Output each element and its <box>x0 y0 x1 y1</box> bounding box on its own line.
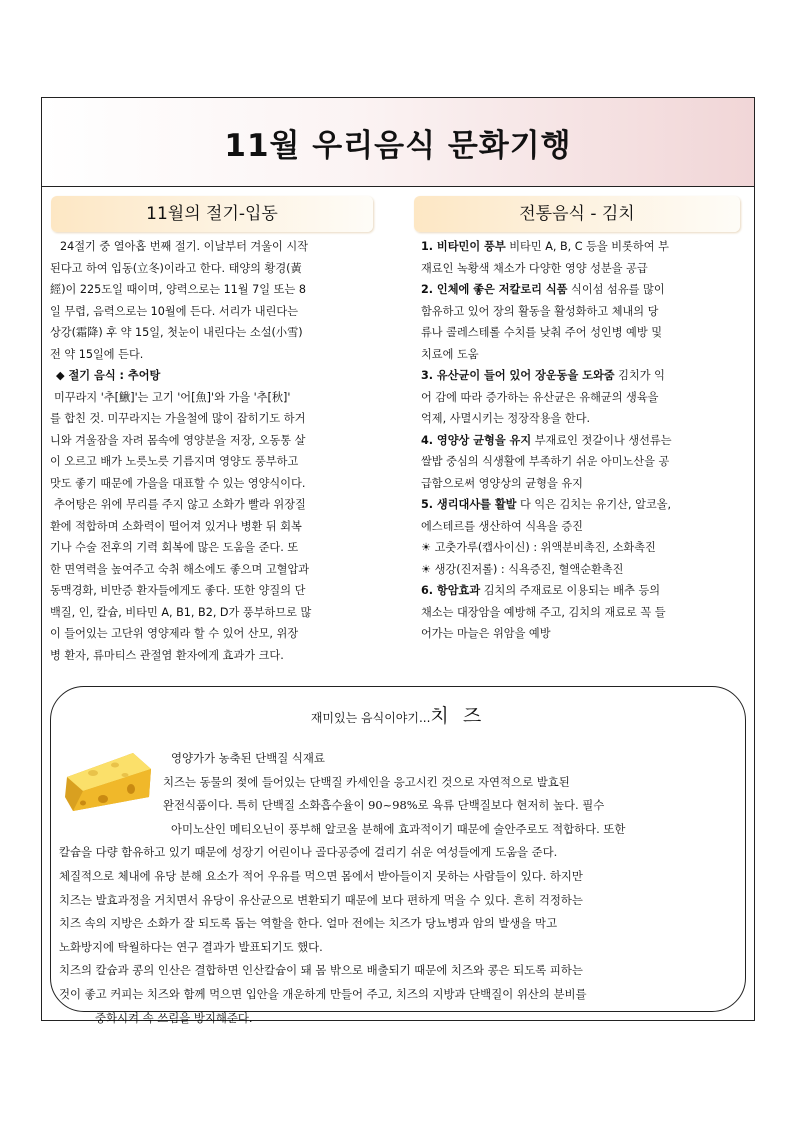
kimchi-line <box>421 430 743 452</box>
kimchi-line <box>421 494 743 516</box>
story-line: 체질적으로 체내에 유당 분해 요소가 적어 우유를 먹으면 몸에서 받아들이지 못하는 사람들이 있다. 하지만 <box>59 868 583 883</box>
kimchi-line-text: 식이섬 섬유를 많이 <box>567 283 665 296</box>
kimchi-line-text: ☀ 생강(진저롤) : 식욕증진, 혈액순환촉진 <box>421 562 624 576</box>
food-heading: ◆ 절기 음식 : 추어탕 <box>56 369 161 382</box>
intro-line: 經)이 225도일 때이며, 양력으로는 11월 7일 또는 8 <box>50 283 306 296</box>
kimchi-line <box>421 279 743 301</box>
kimchi-line-text: 급함으로써 영양상의 균형을 유지 <box>421 476 583 490</box>
story-box <box>50 686 746 1025</box>
body-line: 동맥경화, 비만증 환자들에게도 좋다. 또한 양질의 단 <box>50 584 306 597</box>
kimchi-line <box>421 322 743 344</box>
kimchi-point-title: 3. 유산균이 들어 있어 장운동을 도와줌 <box>421 369 615 382</box>
body-line: 맛도 좋기 때문에 가을을 대표할 수 있는 영양식이다. <box>50 476 306 490</box>
body-line: 병 환자, 류마티스 관절염 환자에게 효과가 크다. <box>50 648 284 662</box>
body-line: 한 면역력을 높여주고 숙취 해소에도 좋으며 고혈압과 <box>50 562 310 576</box>
story-line: 치즈는 발효과정을 거치면서 유당이 유산균으로 변환되기 때문에 보다 편하게 먹을 수 있다. 흔히 걱정하는 <box>59 892 583 907</box>
kimchi-line <box>421 516 743 538</box>
kimchi-line-text: 다 익은 김치는 유기산, 알코올, <box>516 498 672 511</box>
kimchi-line <box>421 537 743 559</box>
kimchi-line <box>421 451 743 473</box>
story-title-big: 치 즈 <box>430 705 486 727</box>
kimchi-line <box>421 559 743 581</box>
story-title <box>51 701 745 728</box>
kimchi-line-text: 어 감에 따라 증가하는 유산균은 유해균의 생육을 <box>421 390 659 404</box>
header-banner <box>42 98 754 187</box>
kimchi-line <box>421 602 743 624</box>
kimchi-line <box>421 408 743 430</box>
story-line: 중화시켜 속 쓰림을 방지해준다. <box>95 1010 253 1025</box>
kimchi-line-text: 김치의 주재료로 이용되는 배추 등의 <box>480 584 661 597</box>
story-body <box>59 747 737 1030</box>
kimchi-line <box>421 365 743 387</box>
kimchi-point-title: 1. 비타민이 풍부 <box>421 240 506 253</box>
kimchi-line-text: 치료에 도움 <box>421 347 479 361</box>
body-line: 이 들어있는 고단위 영양제라 할 수 있어 산모, 위장 <box>50 627 299 640</box>
kimchi-line <box>421 344 743 366</box>
kimchi-line <box>421 258 743 280</box>
kimchi-point-title: 6. 항암효과 <box>421 584 481 597</box>
intro-line: 전 약 15일에 든다. <box>50 347 144 361</box>
left-section-heading: 11월의 절기-입동 <box>51 196 373 232</box>
intro-line: 일 무렵, 음력으로는 10월에 든다. 서리가 내린다는 <box>50 304 299 318</box>
kimchi-line-text: 채소는 대장암을 예방해 주고, 김치의 재료로 꼭 들 <box>421 605 666 619</box>
kimchi-point-title: 2. 인체에 좋은 저칼로리 식품 <box>421 283 568 296</box>
kimchi-line-text: 부재료인 젓갈이나 생선류는 <box>531 433 672 447</box>
kimchi-point-title: 4. 영양상 균형을 유지 <box>421 433 532 447</box>
body-line: 추어탕은 위에 무리를 주지 않고 소화가 빨라 위장질 <box>54 498 306 511</box>
story-line: 노화방지에 탁월하다는 연구 결과가 발표되기도 했다. <box>59 939 323 954</box>
body-line: 니와 겨울잠을 자려 몸속에 영양분을 저장, 오동통 살 <box>50 433 306 447</box>
story-line: 치즈는 동물의 젖에 들어있는 단백질 카세인을 응고시킨 것으로 자연적으로 발효된 <box>163 774 570 789</box>
intro-line: 상강(霜降) 후 약 15일, 첫눈이 내린다는 소설(小雪) <box>50 326 303 339</box>
story-title-small: 재미있는 음식이야기... <box>310 711 431 725</box>
kimchi-line <box>421 301 743 323</box>
kimchi-line-text: 함유하고 있어 장의 활동을 활성화하고 체내의 당 <box>421 304 659 318</box>
page-title: 11월 우리음식 문화기행 <box>224 128 572 164</box>
kimchi-line-text: 비타민 A, B, C 등을 비롯하여 부 <box>505 240 669 253</box>
kimchi-line-text: 류나 콜레스테롤 수치를 낮춰 주어 성인병 예방 및 <box>421 326 663 339</box>
body-line: 기나 수술 전후의 기력 회복에 많은 도움을 준다. 또 <box>50 541 299 554</box>
story-line: 아미노산인 메티오닌이 풍부해 알코올 분해에 효과적이기 때문에 술안주로도 적합하다. 또한 <box>171 821 626 836</box>
right-section-heading: 전통음식 - 김치 <box>414 196 740 232</box>
story-line: 치즈의 칼슘과 콩의 인산은 결합하면 인산칼슘이 돼 몸 밖으로 배출되기 때문에 치즈와 콩은 되도록 피하는 <box>59 963 583 978</box>
story-line: 치즈 속의 지방은 소화가 잘 되도록 돕는 역할을 한다. 얼마 전에는 치즈가 당뇨병과 암의 발생을 막고 <box>59 916 558 931</box>
body-line: 이 오르고 배가 노릇노릇 기름지며 영양도 풍부하고 <box>50 455 299 468</box>
body-line: 미꾸라지 '추[鰍]'는 고기 '어[魚]'와 가을 '추[秋]' <box>54 390 291 404</box>
kimchi-line <box>421 387 743 409</box>
kimchi-line-text: 어가는 마늘은 위암을 예방 <box>421 627 551 640</box>
left-column <box>50 236 384 666</box>
story-line: 칼슘을 다량 함유하고 있기 때문에 성장기 어린이나 골다공증에 걸리기 쉬운 여성들에게 도움을 준다. <box>59 845 558 860</box>
intro-line: 된다고 하여 입동(立冬)이라고 한다. 태양의 황경(黃 <box>50 261 302 275</box>
story-line: 영양가가 농축된 단백질 식재료 <box>171 751 325 765</box>
kimchi-line-text: ☀ 고춧가루(캡사이신) : 위액분비촉진, 소화촉진 <box>421 541 656 554</box>
kimchi-line <box>421 623 743 645</box>
story-line: 완전식품이다. 특히 단백질 소화흡수율이 90~98%로 육류 단백질보다 현저히 높다. 필수 <box>163 798 605 813</box>
kimchi-line-text: 재료인 녹황색 채소가 다양한 영양 성분을 공급 <box>421 261 648 275</box>
body-line: 를 합친 것. 미꾸라지는 가을철에 많이 잡히기도 하거 <box>50 412 306 425</box>
body-line: 환에 적합하며 소화력이 떨어져 있거나 병환 뒤 회복 <box>50 519 302 533</box>
body-line: 백질, 인, 칼슘, 비타민 A, B1, B2, D가 풍부하므로 많 <box>50 605 312 619</box>
kimchi-line-text: 김치가 익 <box>614 369 665 382</box>
kimchi-line-text: 에스테르를 생산하여 식욕을 증진 <box>421 519 583 533</box>
kimchi-line <box>421 236 743 258</box>
kimchi-line-text: 쌀밥 중심의 식생활에 부족하기 쉬운 아미노산을 공 <box>421 455 670 468</box>
kimchi-point-title: 5. 생리대사를 활발 <box>421 498 517 511</box>
kimchi-line <box>421 580 743 602</box>
kimchi-line-text: 억제, 사멸시키는 정장작용을 한다. <box>421 412 591 425</box>
kimchi-line <box>421 473 743 495</box>
story-line: 것이 좋고 커피는 치즈와 함께 먹으면 입안을 개운하게 만들어 주고, 치즈의 지방과 단백질이 위산의 분비를 <box>59 986 587 1001</box>
right-column <box>421 236 743 645</box>
intro-line: 24절기 중 열아홉 번째 절기. 이날부터 겨울이 시작 <box>60 240 309 253</box>
